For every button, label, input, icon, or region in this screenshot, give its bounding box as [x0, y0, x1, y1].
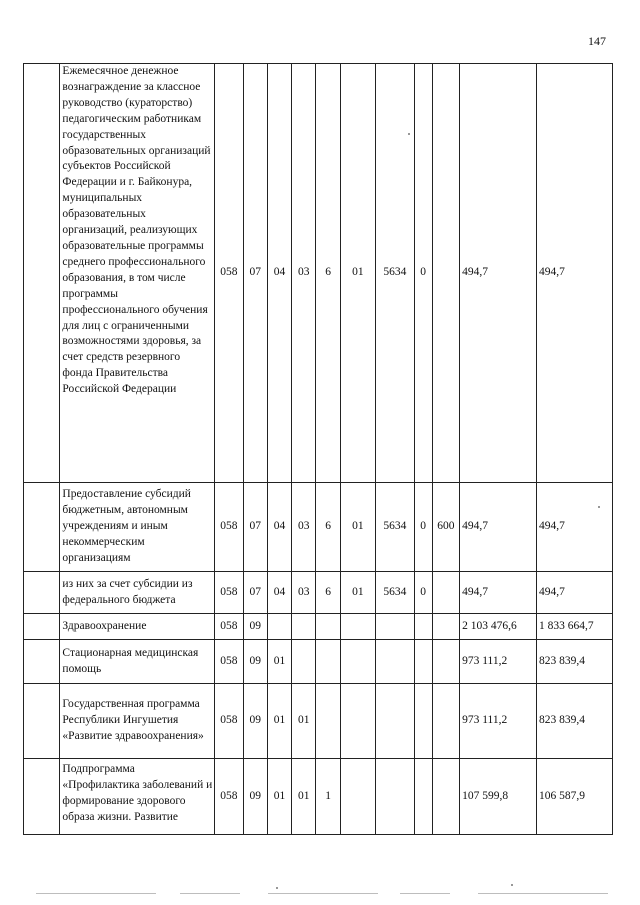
code-cell — [316, 684, 340, 759]
code-cell — [432, 614, 459, 640]
code-cell: 04 — [267, 64, 291, 483]
code-cell: 058 — [215, 640, 243, 684]
code-cell: 09 — [243, 640, 267, 684]
amount-cell: 973 111,2 — [460, 684, 537, 759]
scan-artifact — [598, 506, 600, 508]
code-cell: 07 — [243, 483, 267, 572]
code-cell — [432, 572, 459, 614]
code-cell: 01 — [267, 640, 291, 684]
code-cell — [414, 684, 432, 759]
table-row — [24, 572, 613, 614]
code-cell: 6 — [316, 64, 340, 483]
code-cell — [292, 614, 316, 640]
blank-cell — [24, 572, 60, 614]
table-row — [24, 640, 613, 684]
code-cell: 01 — [340, 64, 375, 483]
blank-cell — [24, 759, 60, 835]
code-cell: 01 — [292, 759, 316, 835]
code-cell: 058 — [215, 614, 243, 640]
code-cell — [376, 614, 414, 640]
amount-cell: 494,7 — [536, 572, 612, 614]
table-row — [24, 614, 613, 640]
code-cell: 6 — [316, 483, 340, 572]
amount-cell: 494,7 — [536, 64, 612, 483]
code-cell: 5634 — [376, 572, 414, 614]
code-cell: 07 — [243, 64, 267, 483]
code-cell — [340, 759, 375, 835]
code-cell — [316, 614, 340, 640]
code-cell: 1 — [316, 759, 340, 835]
code-cell — [432, 759, 459, 835]
amount-cell: 1 833 664,7 — [536, 614, 612, 640]
code-cell: 6 — [316, 572, 340, 614]
code-cell: 058 — [215, 684, 243, 759]
code-cell — [432, 640, 459, 684]
blank-cell — [24, 614, 60, 640]
code-cell: 03 — [292, 572, 316, 614]
code-cell: 09 — [243, 684, 267, 759]
blank-cell — [24, 640, 60, 684]
row-name: Стационарная медицинская помощь — [60, 640, 215, 684]
code-cell: 600 — [432, 483, 459, 572]
code-cell — [432, 64, 459, 483]
code-cell: 04 — [267, 572, 291, 614]
blank-cell — [24, 684, 60, 759]
code-cell: 03 — [292, 64, 316, 483]
code-cell: 09 — [243, 614, 267, 640]
page-number: 147 — [588, 34, 606, 48]
code-cell: 0 — [414, 64, 432, 483]
scan-artifact — [36, 893, 156, 894]
amount-cell: 823 839,4 — [536, 640, 612, 684]
table-row — [24, 759, 613, 835]
row-name: Подпрограмма «Профилактика заболеваний и формирование здорового образа жизни. Развитие — [60, 759, 215, 835]
table-row — [24, 684, 613, 759]
code-cell — [267, 614, 291, 640]
code-cell — [340, 640, 375, 684]
code-cell — [376, 640, 414, 684]
scan-artifact — [478, 893, 608, 894]
code-cell: 058 — [215, 483, 243, 572]
code-cell: 07 — [243, 572, 267, 614]
blank-cell — [24, 64, 60, 483]
scan-artifact — [180, 893, 240, 894]
code-cell — [432, 684, 459, 759]
code-cell: 01 — [292, 684, 316, 759]
amount-cell: 107 599,8 — [460, 759, 537, 835]
code-cell: 01 — [340, 572, 375, 614]
blank-cell — [24, 483, 60, 572]
code-cell: 058 — [215, 64, 243, 483]
amount-cell: 973 111,2 — [460, 640, 537, 684]
scan-artifact — [276, 887, 278, 889]
code-cell: 5634 — [376, 64, 414, 483]
code-cell: 03 — [292, 483, 316, 572]
code-cell — [376, 684, 414, 759]
code-cell — [340, 684, 375, 759]
row-name: Предоставление субсидий бюджетным, автономным учреждениям и иным некоммерческим организациям — [60, 483, 215, 572]
code-cell: 01 — [340, 483, 375, 572]
code-cell — [316, 640, 340, 684]
code-cell — [376, 759, 414, 835]
code-cell: 058 — [215, 572, 243, 614]
code-cell: 01 — [267, 684, 291, 759]
code-cell — [414, 614, 432, 640]
scan-artifact — [400, 893, 450, 894]
code-cell: 04 — [267, 483, 291, 572]
row-name: Государственная программа Республики Ингушетия «Развитие здравоохранения» — [60, 684, 215, 759]
code-cell — [414, 640, 432, 684]
table-row — [24, 64, 613, 483]
scan-artifact — [511, 884, 513, 886]
code-cell: 09 — [243, 759, 267, 835]
row-name: Здравоохранение — [60, 614, 215, 640]
amount-cell: 2 103 476,6 — [460, 614, 537, 640]
code-cell: 058 — [215, 759, 243, 835]
code-cell — [292, 640, 316, 684]
code-cell: 01 — [267, 759, 291, 835]
budget-table — [23, 63, 613, 835]
code-cell: 0 — [414, 483, 432, 572]
code-cell — [340, 614, 375, 640]
amount-cell: 494,7 — [460, 64, 537, 483]
amount-cell: 494,7 — [460, 572, 537, 614]
row-name: из них за счет субсидии из федерального бюджета — [60, 572, 215, 614]
code-cell: 5634 — [376, 483, 414, 572]
amount-cell: 494,7 — [460, 483, 537, 572]
amount-cell: 823 839,4 — [536, 684, 612, 759]
amount-cell: 106 587,9 — [536, 759, 612, 835]
code-cell — [414, 759, 432, 835]
table-row — [24, 483, 613, 572]
row-name: Ежемесячное денежное вознаграждение за классное руководство (кураторство) педагогическим работникам государственных образовательных организаций субъектов Российской Федерации и г. Байконура, муниципальных образовательных организаций, реализующих образовательные программы среднего профессионального образования, в том числе программы профессионального обучения для лиц с ограниченными возможностями здоровья, за счет средств резервного фонда Правительства Российской Федерации — [60, 64, 215, 483]
scan-artifact — [268, 893, 378, 894]
amount-cell: 494,7 — [536, 483, 612, 572]
code-cell: 0 — [414, 572, 432, 614]
scan-artifact — [408, 133, 410, 135]
